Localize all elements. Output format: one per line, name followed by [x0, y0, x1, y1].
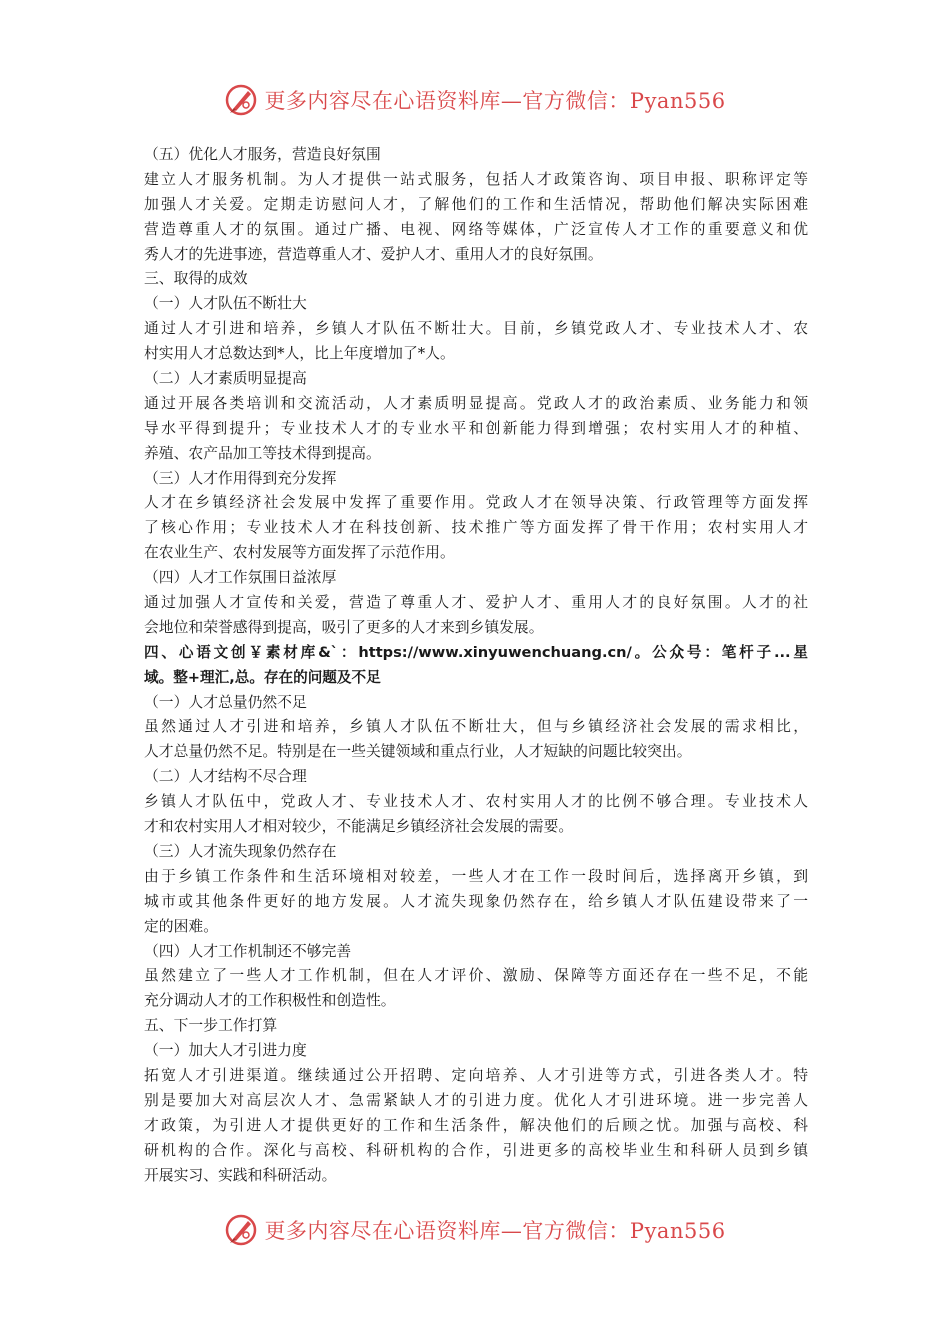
- header-banner: [0, 80, 950, 120]
- paragraph-line: 通过开展各类培训和交流活动，人才素质明显提高。党政人才的政治素质、业务能力和领: [144, 394, 808, 412]
- paragraph-line: 开展实习、实践和科研活动。: [144, 1166, 337, 1184]
- paragraph-line: 才和农村实用人才相对较少，不能满足乡镇经济社会发展的需要。: [144, 818, 574, 836]
- chapter-heading-watermark: 四、心语文创￥素材库&`：https://www.xinyuwenchuang.cn/。公众号：笔杆子...星: [144, 643, 808, 661]
- section-heading: （二）人才素质明显提高: [144, 370, 307, 388]
- paragraph-line: 充分调动人才的工作积极性和创造性。: [144, 992, 396, 1010]
- paragraph-line: 城市或其他条件更好的地方发展。人才流失现象仍然存在，给乡镇人才队伍建设带来了一: [144, 892, 808, 910]
- paragraph-line: 别是要加大对高层次人才、急需紧缺人才的引进力度。优化人才引进环境。进一步完善人: [144, 1091, 808, 1109]
- document-body: [144, 143, 808, 1188]
- paragraph-line: 拓宽人才引进渠道。继续通过公开招聘、定向培养、人才引进等方式，引进各类人才。特: [144, 1066, 808, 1084]
- section-heading: （二）人才结构不尽合理: [144, 768, 307, 786]
- section-heading: （三）人才流失现象仍然存在: [144, 842, 337, 860]
- section-heading: （五）优化人才服务，营造良好氛围: [144, 146, 381, 163]
- paragraph-line: 通过人才引进和培养，乡镇人才队伍不断壮大。目前，乡镇党政人才、专业技术人才、农: [144, 320, 808, 338]
- paragraph-line: 由于乡镇工作条件和生活环境相对较差，一些人才在工作一段时间后，选择离开乡镇，到: [144, 867, 808, 885]
- section-heading: （一）人才总量仍然不足: [144, 693, 307, 711]
- section-heading: （一）人才队伍不断壮大: [144, 295, 307, 313]
- chapter-heading: 五、下一步工作打算: [144, 1017, 278, 1035]
- paragraph-line: 人才在乡镇经济社会发展中发挥了重要作用。党政人才在领导决策、行政管理等方面发挥: [144, 494, 808, 512]
- paragraph-line: 秀人才的先进事迹，营造尊重人才、爱护人才、重用人才的良好氛围。: [144, 245, 603, 263]
- section-heading: （四）人才工作氛围日益浓厚: [144, 569, 337, 587]
- paragraph-line: 才政策，为引进人才提供更好的工作和生活条件，解决他们的后顾之忧。加强与高校、科: [144, 1116, 808, 1134]
- footer-banner: [0, 1210, 950, 1250]
- chapter-heading: 三、取得的成效: [144, 270, 248, 288]
- section-heading: （一）加大人才引进力度: [144, 1042, 307, 1060]
- chapter-heading-watermark: 域。整+理汇,总。存在的问题及不足: [144, 668, 381, 686]
- paragraph-line: 村实用人才总数达到*人，比上年度增加了*人。: [144, 345, 455, 363]
- footer-banner-text: 更多内容尽在心语资料库—官方微信：Pyan556: [264, 1219, 726, 1243]
- paragraph-line: 营造尊重人才的氛围。通过广播、电视、网络等媒体，广泛宣传人才工作的重要意义和优: [144, 220, 808, 238]
- paragraph-line: 会地位和荣誉感得到提高，吸引了更多的人才来到乡镇发展。: [144, 618, 544, 636]
- paragraph-line: 加强人才关爱。定期走访慰问人才，了解他们的工作和生活情况，帮助他们解决实际困难: [144, 195, 808, 213]
- paragraph-line: 虽然建立了一些人才工作机制，但在人才评价、激励、保障等方面还存在一些不足，不能: [144, 967, 808, 985]
- pen-logo-icon: [224, 1213, 258, 1247]
- section-heading: （三）人才作用得到充分发挥: [144, 469, 337, 487]
- pen-logo-icon: [224, 83, 258, 117]
- paragraph-line: 养殖、农产品加工等技术得到提高。: [144, 444, 381, 462]
- section-heading: （四）人才工作机制还不够完善: [144, 942, 352, 960]
- paragraph-line: 在农业生产、农村发展等方面发挥了示范作用。: [144, 544, 455, 562]
- paragraph-line: 研机构的合作。深化与高校、科研机构的合作，引进更多的高校毕业生和科研人员到乡镇: [144, 1141, 808, 1159]
- paragraph-line: 了核心作用；专业技术人才在科技创新、技术推广等方面发挥了骨干作用；农村实用人才: [144, 519, 808, 537]
- paragraph-line: 建立人才服务机制。为人才提供一站式服务，包括人才政策咨询、项目申报、职称评定等: [144, 170, 808, 188]
- paragraph-line: 虽然通过人才引进和培养，乡镇人才队伍不断壮大，但与乡镇经济社会发展的需求相比，: [144, 718, 808, 736]
- header-banner-text: 更多内容尽在心语资料库—官方微信：Pyan556: [264, 89, 726, 113]
- paragraph-line: 通过加强人才宣传和关爱，营造了尊重人才、爱护人才、重用人才的良好氛围。人才的社: [144, 594, 808, 612]
- paragraph-line: 人才总量仍然不足。特别是在一些关键领域和重点行业，人才短缺的问题比较突出。: [144, 743, 692, 761]
- paragraph-line: 乡镇人才队伍中，党政人才、专业技术人才、农村实用人才的比例不够合理。专业技术人: [144, 793, 808, 811]
- paragraph-line: 导水平得到提升；专业技术人才的专业水平和创新能力得到增强；农村实用人才的种植、: [144, 419, 808, 437]
- paragraph-line: 定的困难。: [144, 917, 218, 935]
